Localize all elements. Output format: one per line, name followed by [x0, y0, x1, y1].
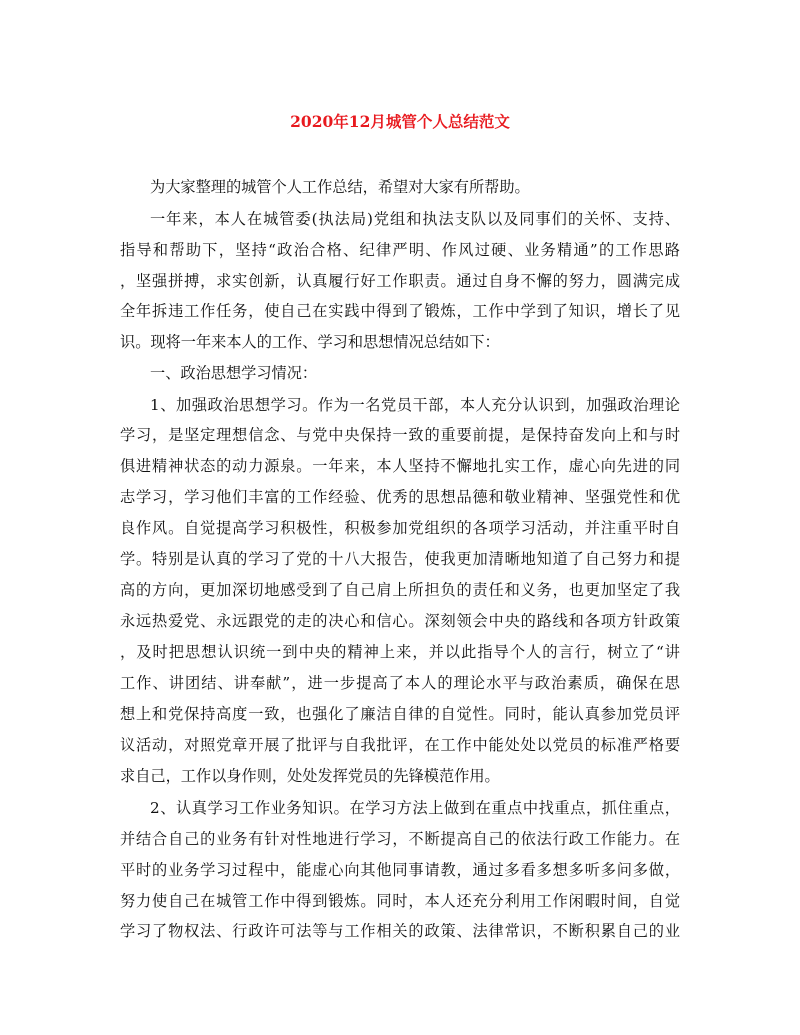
paragraph-line: 学习，是坚定理想信念、与党中央保持一致的重要前提，是保持奋发向上和与时	[120, 426, 680, 444]
paragraph-line: 平时的业务学习过程中，能虚心向其他同事请教，通过多看多想多听多问多做，	[120, 861, 680, 879]
paragraph-line: 学习了物权法、行政许可法等与工作相关的政策、法律常识，不断积累自己的业	[120, 922, 680, 940]
paragraph-line: 永远热爱党、永远跟党的走的决心和信心。深刻领会中央的路线和各项方针政策	[120, 612, 680, 630]
paragraph-line: 2、认真学习工作业务知识。在学习方法上做到在重点中找重点，抓住重点，	[150, 799, 680, 817]
paragraph-line: 识。现将一年来本人的工作、学习和思想情况总结如下：	[120, 333, 500, 351]
paragraph-line: 志学习，学习他们丰富的工作经验、优秀的思想品德和敬业精神、坚强党性和优	[120, 488, 680, 506]
paragraph-line: ，坚强拼搏，求实创新，认真履行好工作职责。通过自身不懈的努力，圆满完成	[120, 272, 680, 290]
paragraph-line: 工作、讲团结、讲奉献”，进一步提高了本人的理论水平与政治素质，确保在思	[120, 674, 680, 692]
paragraph-line: 为大家整理的城管个人工作总结，希望对大家有所帮助。	[150, 178, 530, 196]
paragraph-line: 全年拆违工作任务，使自己在实践中得到了锻炼，工作中学到了知识，增长了见	[120, 302, 680, 320]
paragraph-line: 一年来，本人在城管委(执法局)党组和执法支队以及同事们的关怀、支持、	[150, 210, 680, 228]
paragraph-line: 俱进精神状态的动力源泉。一年来，本人坚持不懈地扎实工作，虚心向先进的同	[120, 457, 680, 475]
document-title: 2020年12月城管个人总结范文	[290, 112, 510, 131]
paragraph-line: 想上和党保持高度一致，也强化了廉洁自律的自觉性。同时，能认真参加党员评	[120, 705, 680, 723]
paragraph-line: 指导和帮助下，坚持“政治合格、纪律严明、作风过硬、业务精通”的工作思路	[120, 241, 680, 259]
paragraph-line: 努力使自己在城管工作中得到锻炼。同时，本人还充分利用工作闲暇时间，自觉	[120, 892, 680, 910]
paragraph-line: 1、加强政治思想学习。作为一名党员干部，本人充分认识到，加强政治理论	[150, 396, 680, 414]
paragraph-line: 高的方向，更加深切地感受到了自己肩上所担负的责任和义务，也更加坚定了我	[120, 581, 680, 599]
paragraph-line: 议活动，对照党章开展了批评与自我批评，在工作中能处处以党员的标准严格要	[120, 736, 680, 754]
paragraph-line: ，及时把思想认识统一到中央的精神上来，并以此指导个人的言行，树立了“讲	[120, 643, 680, 661]
paragraph-line: 良作风。自觉提高学习积极性，积极参加党组织的各项学习活动，并注重平时自	[120, 519, 680, 537]
paragraph-line: 学。特别是认真的学习了党的十八大报告，使我更加清晰地知道了自己努力和提	[120, 550, 680, 568]
section-heading: 一、政治思想学习情况：	[150, 364, 318, 382]
paragraph-line: 并结合自己的业务有针对性地进行学习，不断提高自己的依法行政工作能力。在	[120, 830, 680, 848]
paragraph-line: 求自己，工作以身作则，处处发挥党员的先锋模范作用。	[120, 767, 500, 785]
